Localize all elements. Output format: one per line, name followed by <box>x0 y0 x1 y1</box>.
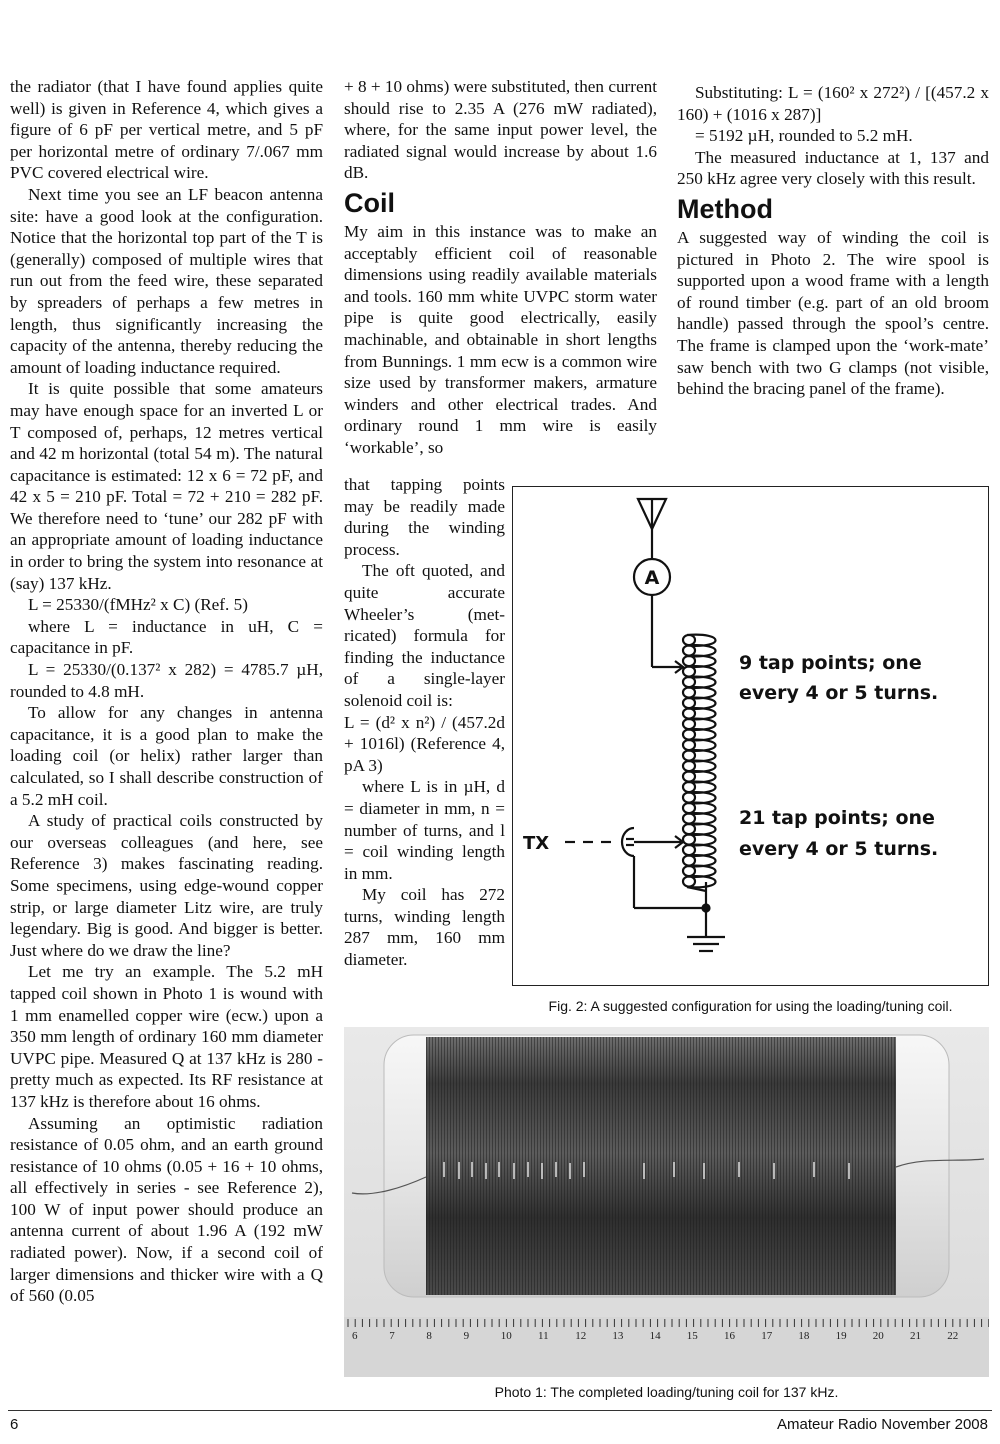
column-2 <box>344 76 657 459</box>
paragraph: where L = inductance in uH, C = capacitance in pF. <box>10 616 323 658</box>
paragraph: My aim in this instance was to make an acceptably efficient coil of reasonable dimensions using readily available materials and tools. 160 mm white UVPC storm water pipe is quite good electrically, easily machinable, and obtainable in short lengths from Bunnings. 1 mm ecw is a common wire size used by transformer makers, armature winders and other electrical trades. And ordinary round 1 mm wire is easily ‘workable’, so <box>344 221 657 457</box>
paragraph: Next time you see an LF beacon antenna site: have a good look at the configuration. Notice that the horizontal top part of the T is (generally) composed of multiple wires that run out from the feed wire, these separated by spreaders of perhaps a few metres in length, thus significantly increasing the capacity of the antenna, thereby reducing the amount of loading inductance required. <box>10 184 323 377</box>
ruler-number: 15 <box>686 1330 698 1342</box>
ruler-number: 9 <box>463 1330 470 1342</box>
heading-method: Method <box>677 193 773 224</box>
ruler-number: 14 <box>649 1330 661 1342</box>
ruler-number: 21 <box>910 1330 921 1342</box>
formula: L = (d² x n²) / (457.2d + 1016l) (Reference 4, pA 3) <box>344 712 505 775</box>
ruler-number: 13 <box>612 1330 624 1342</box>
column-3 <box>677 82 989 400</box>
circuit-diagram <box>513 487 990 987</box>
ruler-number: 17 <box>761 1330 773 1342</box>
formula: L = 25330/(fMHz² x C) (Ref. 5) <box>28 595 248 615</box>
ruler-number: 20 <box>872 1330 884 1342</box>
ruler-number: 10 <box>500 1330 512 1342</box>
paragraph: The oft quoted, and quite accurate Wheeler’s (met-ricated) formula for finding the inductance of a single-layer solenoid coil is: <box>344 561 505 710</box>
tap-note-1-line-1: 9 tap points; one <box>739 652 922 674</box>
ruler-number: 12 <box>575 1330 587 1342</box>
figure-2 <box>512 486 989 986</box>
heading-coil: Coil <box>344 187 395 218</box>
paragraph: The measured inductance at 1, 137 and 250 kHz agree very closely with this result. <box>677 147 989 189</box>
paragraph: Assuming an optimistic radiation resistance of 0.05 ohm, and an earth ground resistance of 10 ohms (0.05 + 16 + 10 ohms, all effectively in series - see Reference 2), 100 W of input power should produce an antenna current of about 1.96 A (192 mW radiated power). Now, if a second coil of larger dimensions and thicker wire with a Q of 560 (0.05 <box>10 1113 323 1306</box>
photo-1-caption: Photo 1: The completed loading/tuning coil for 137 kHz. <box>494 1384 839 1400</box>
ammeter-label: A <box>644 567 660 589</box>
formula: = 5192 µH, rounded to 5.2 mH. <box>695 126 913 146</box>
column-2-narrow <box>344 474 505 971</box>
ruler-number: 8 <box>426 1330 432 1342</box>
paragraph: A study of practical coils constructed by our overseas colleagues (and here, see Reference 3) makes fascinating reading. Some specimens, using edge-wound copper strip, or large diameter Litz wire, are truly legendary. Big is good. And bigger is better. Just where do we draw the line? <box>10 811 323 960</box>
tx-label: TX <box>523 833 550 854</box>
footer-title: Amateur Radio November 2008 <box>777 1416 988 1433</box>
column-1 <box>10 76 323 1307</box>
page-number: 6 <box>10 1416 19 1433</box>
ruler-number: 18 <box>798 1330 810 1342</box>
ruler-number: 7 <box>389 1330 395 1342</box>
footer-rule <box>8 1410 992 1411</box>
ruler-number: 16 <box>724 1330 735 1342</box>
coil-photo <box>344 1027 989 1377</box>
formula: Substituting: L = (160² x 272²) / [(457.2 x 160) + (1016 x 287)] <box>677 83 989 124</box>
paragraph: A suggested way of winding the coil is pictured in Photo 2. The wire spool is supported upon a wood frame with a length of round timber (e.g. part of an old broom handle) passed through the spool’s centre. The frame is clamped upon the ‘work-mate’ saw bench with two G clamps (not visible, behind the bracing panel of the frame). <box>677 227 989 399</box>
tap-note-1-line-2: every 4 or 5 turns. <box>739 682 939 704</box>
figure-2-caption: Fig. 2: A suggested configuration for using the loading/tuning coil. <box>548 998 953 1014</box>
paragraph: To allow for any changes in antenna capacitance, it is a good plan to make the loading coil (or helix) rather larger than calculated, so I shall describe construction of a 5.2 mH coil. <box>10 703 323 809</box>
ruler-number: 6 <box>352 1330 358 1342</box>
paragraph: the radiator (that I have found applies quite well) is given in Reference 4, which gives a figure of 6 pF per vertical metre, and 5 pF per horizontal metre of ordinary 7/.067 mm PVC covered electrical wire. <box>10 77 323 183</box>
paragraph: where L is in µH, d = diameter in mm, n = number of turns, and l = coil winding length in mm. <box>344 777 505 883</box>
ruler-number: 22 <box>947 1330 959 1342</box>
tap-note-2-line-1: 21 tap points; one <box>739 807 935 829</box>
paragraph: It is quite possible that some amateurs may have enough space for an inverted L or T composed of, perhaps, 12 metres vertical and 42 m horizontal (total 54 m). The natural capacitance is estimated: 12 x 6 = 72 pF, and 42 x 5 = 210 pF. Total = 72 + 210 = 282 pF. We therefore need to ‘tune’ our 282 pF with an appropriate amount of loading inductance in order to bring the system into resonance at (say) 137 kHz. <box>10 379 323 593</box>
ruler-number: 19 <box>835 1330 847 1342</box>
paragraph: Let me try an example. The 5.2 mH tapped coil shown in Photo 1 is wound with 1 mm enamelled copper wire (ecw.) upon a 350 mm length of ordinary 160 mm diameter UVPC pipe. Measured Q at 137 kHz is 280 - pretty much as expected. Its RF resistance at 137 kHz is therefore about 16 ohms. <box>10 962 323 1111</box>
paragraph: My coil has 272 turns, winding length 287 mm, 160 mm diameter. <box>344 885 505 970</box>
tap-note-2-line-2: every 4 or 5 turns. <box>739 838 939 860</box>
formula: L = 25330/(0.137² x 282) = 4785.7 µH, rounded to 4.8 mH. <box>10 660 323 701</box>
photo-1 <box>344 1027 989 1377</box>
paragraph: + 8 + 10 ohms) were substituted, then current should rise to 2.35 A (276 mW radiated), where, for the same input power level, the radiated signal would increase by about 1.6 dB. <box>344 77 657 183</box>
ruler-number: 11 <box>538 1330 549 1342</box>
paragraph: that tapping points may be readily made during the winding process. <box>344 475 505 559</box>
coil-icon <box>683 635 716 891</box>
